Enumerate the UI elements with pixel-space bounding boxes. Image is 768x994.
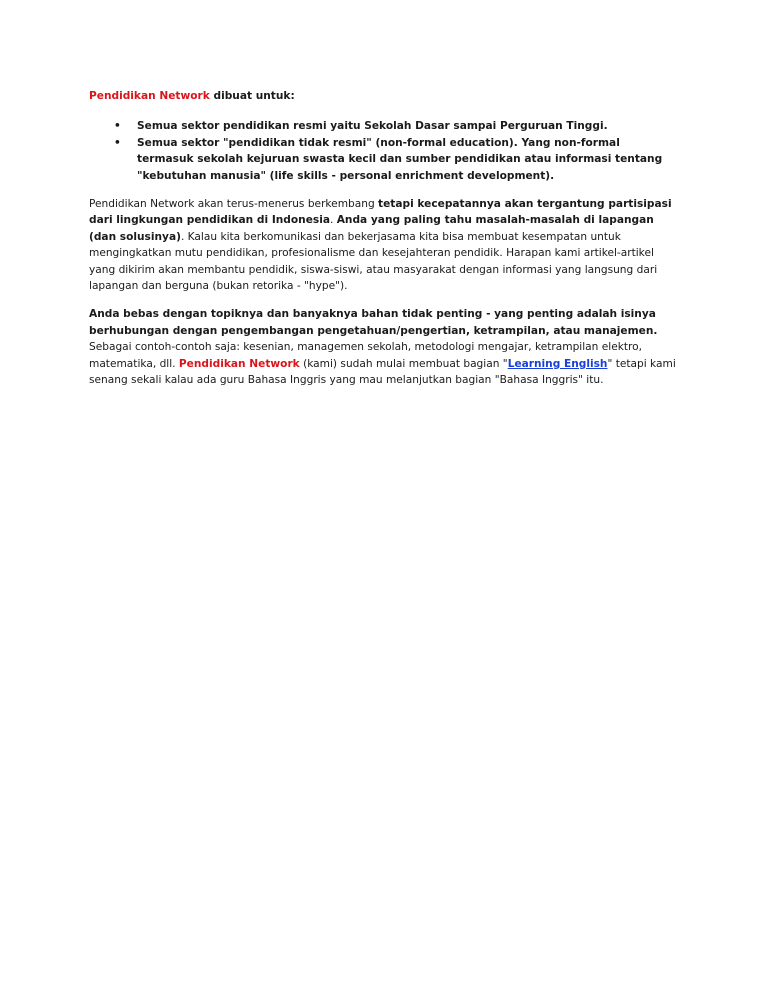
paragraph-text: . [329, 214, 337, 227]
bullet-dot-icon: • [114, 120, 121, 133]
paragraph-development [89, 196, 679, 294]
document-page [89, 88, 679, 389]
paragraph-text: (kami) sudah mulai membuat bagian " [299, 357, 508, 370]
list-item-text: Semua sektor pendidikan resmi yaitu Sekolah Dasar sampai Perguruan Tinggi. [137, 120, 608, 133]
learning-english-link[interactable]: Learning English [507, 357, 608, 370]
heading-text: dibuat untuk: [209, 90, 295, 102]
paragraph-topics [89, 306, 679, 388]
brand-name: Pendidikan Network [178, 357, 300, 370]
paragraph-text: " tetapi kami senang sekali kalau ada guru Bahasa Inggris yang mau melanjutkan bagian "Bahasa Inggris" itu. [89, 357, 676, 387]
paragraph-emphasis: Anda yang paling tahu masalah-masalah di lapangan (dan solusinya) [89, 214, 654, 243]
paragraph-text: Sebagai contoh-contoh saja: kesenian, managemen sekolah, metodologi mengajar, ketrampilan elektro, matematika, dll. [89, 341, 642, 370]
paragraph-text: Pendidikan Network akan terus-menerus berkembang [89, 198, 379, 211]
paragraph-text: . Kalau kita berkomunikasi dan bekerjasama kita bisa membuat kesempatan untuk mengingkatkan mutu pendidikan, profesionalisme dan kesejahteran pendidik. Harapan kami artikel-artikel yang dikirim akan membantu pendidik, siswa-siswi, atau masyarakat dengan informasi yang langsung dari lapangan dan berguna (bukan retorika - "hype"). [89, 230, 658, 293]
list-item-text: Semua sektor "pendidikan tidak resmi" (non-formal education). Yang non-formal termasuk sekolah kejuruan swasta kecil dan sumber pendidikan atau informasi tentang "kebutuhan manusia" (life skills - personal enrichment development). [137, 136, 663, 182]
list-item [89, 118, 679, 134]
audience-list [89, 118, 679, 184]
paragraph-emphasis: tetapi kecepatannya akan tergantung partisipasi dari lingkungan pendidikan di Indonesia [89, 198, 672, 227]
brand-name: Pendidikan Network [89, 90, 210, 102]
paragraph-emphasis: Anda bebas dengan topiknya dan banyaknya bahan tidak penting - yang penting adalah isinya berhubungan dengan pengembangan pengetahuan/pengertian, ketrampilan, atau manajemen. [89, 308, 658, 337]
intro-heading [89, 88, 679, 104]
list-item [89, 135, 679, 184]
bullet-dot-icon: • [114, 136, 121, 149]
